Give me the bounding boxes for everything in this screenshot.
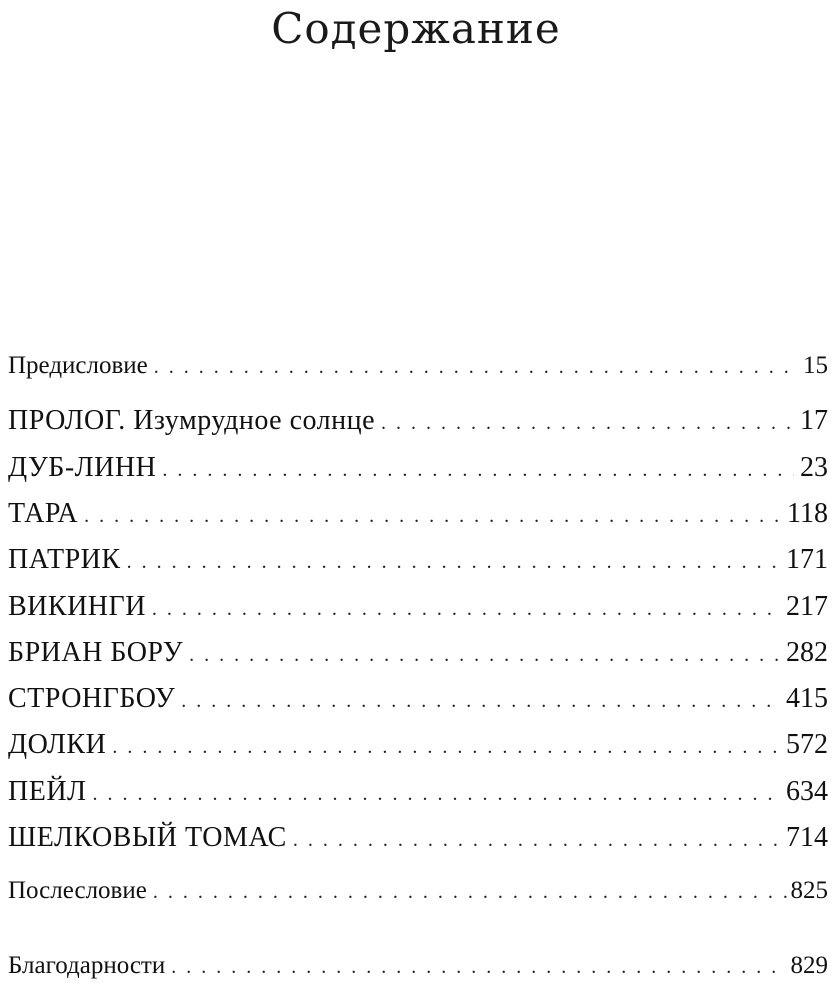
toc-entry-dub-linn[interactable] [8,450,828,486]
dot-leader [181,683,782,719]
toc-entry-title: СТРОНГБОУ [8,683,176,714]
toc-entry-title: ПАТРИК [8,544,121,575]
toc-entry-page: 829 [790,952,828,979]
dot-leader [152,591,782,627]
toc-entry-page: 15 [803,352,828,379]
toc-entry-title: ШЕЛКОВЫЙ ТОМАС [8,822,287,853]
toc-entry-title: ТАРА [8,498,79,529]
toc-entry-silken-thomas[interactable] [8,820,828,856]
dot-leader [162,452,794,488]
toc-entry-pale[interactable] [8,774,828,810]
toc-entry-page: 714 [786,822,828,853]
dot-leader [127,544,782,580]
toc-entry-title: БРИАН БОРУ [8,637,184,668]
page-title: Содержание [271,4,561,53]
toc-entry-page: 17 [800,405,828,436]
dot-leader [84,498,783,534]
toc-entry-page: 634 [786,776,828,807]
toc-entry-page: 572 [786,729,828,760]
toc-entry-acknowledgements[interactable] [8,948,828,984]
dot-leader [171,949,786,985]
toc-entry-title: Благодарности [8,952,166,979]
toc-entry-page: 825 [790,877,828,904]
toc-entry-dalkey[interactable] [8,727,828,763]
dot-leader [293,822,782,858]
toc-entry-title: Предисловие [8,352,148,379]
toc-entry-title: ПЕЙЛ [8,776,87,807]
toc-entry-afterword[interactable] [8,873,828,909]
toc-entry-tara[interactable] [8,496,828,532]
toc-entry-title: ВИКИНГИ [8,591,146,622]
toc-entry-title: ДОЛКИ [8,729,107,760]
toc-entry-page: 217 [786,591,828,622]
dot-leader [93,776,782,812]
toc-entry-title: ПРОЛОГ. Изумрудное солнце [8,405,376,436]
toc-entry-strongbow[interactable] [8,681,828,717]
toc-entry-page: 415 [786,683,828,714]
toc-entry-patrick[interactable] [8,542,828,578]
toc-entry-preface[interactable] [8,348,828,384]
toc-entry-page: 171 [786,544,828,575]
toc-entry-page: 118 [787,498,828,529]
toc-entry-prologue[interactable] [8,403,828,439]
toc-entry-brian-boru[interactable] [8,635,828,671]
toc-entry-title: Послесловие [8,877,147,904]
dot-leader [112,729,782,765]
dot-leader [153,874,787,910]
toc-entry-page: 23 [800,452,828,483]
toc-entry-vikings[interactable] [8,589,828,625]
dot-leader [189,637,782,673]
toc-entry-page: 282 [786,637,828,668]
dot-leader [381,405,794,441]
dot-leader [154,349,794,385]
toc-entry-title: ДУБ-ЛИНН [8,452,157,483]
